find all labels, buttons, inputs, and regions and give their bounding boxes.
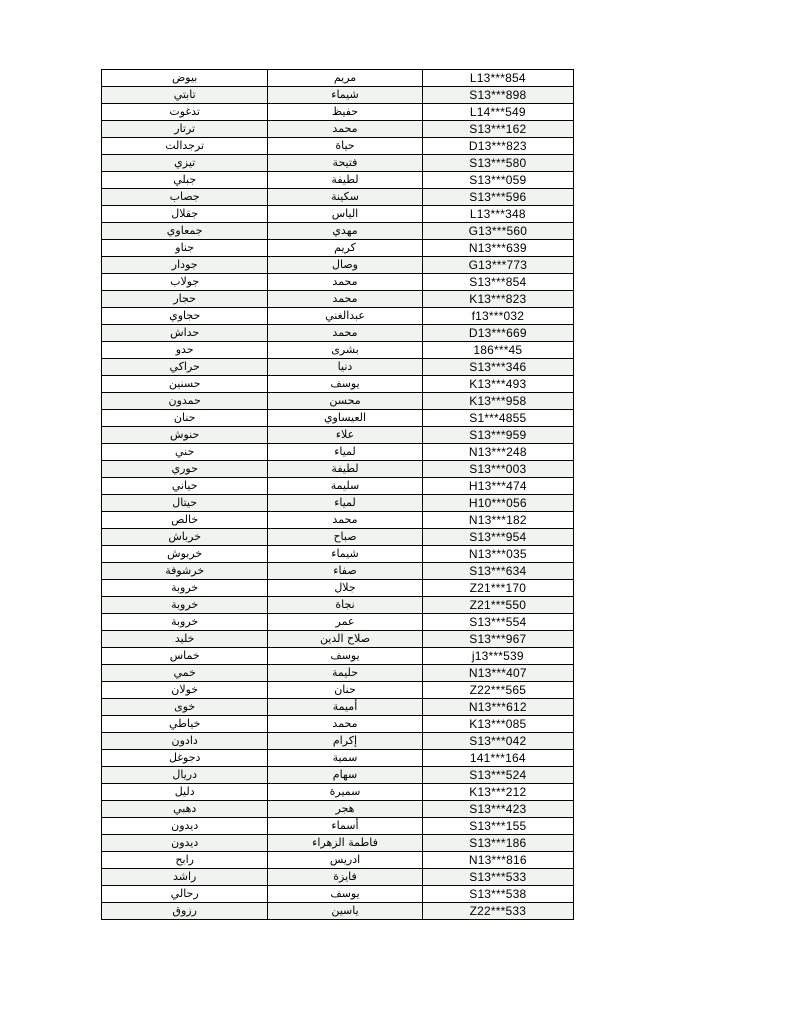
id-code-cell: S13***346 bbox=[422, 359, 573, 376]
id-code-cell: L14***549 bbox=[422, 104, 573, 121]
first-name-cell: مريم bbox=[268, 70, 422, 87]
last-name-cell: جبلي bbox=[102, 172, 268, 189]
id-code-cell: N13***407 bbox=[422, 665, 573, 682]
last-name-cell: ترتار bbox=[102, 121, 268, 138]
table-row bbox=[102, 223, 574, 240]
first-name-cell: أميمة bbox=[268, 699, 422, 716]
first-name-cell: إكرام bbox=[268, 733, 422, 750]
last-name-cell: رزوق bbox=[102, 903, 268, 920]
last-name-cell: خمي bbox=[102, 665, 268, 682]
table-row bbox=[102, 614, 574, 631]
id-code-cell: K13***212 bbox=[422, 784, 573, 801]
first-name-cell: حليمة bbox=[268, 665, 422, 682]
last-name-cell: حني bbox=[102, 444, 268, 461]
last-name-cell: خرشوفة bbox=[102, 563, 268, 580]
last-name-cell: حجاوي bbox=[102, 308, 268, 325]
id-code-cell: S13***059 bbox=[422, 172, 573, 189]
id-code-cell: N13***612 bbox=[422, 699, 573, 716]
first-name-cell: محمد bbox=[268, 121, 422, 138]
last-name-cell: حجار bbox=[102, 291, 268, 308]
first-name-cell: لطيفة bbox=[268, 172, 422, 189]
id-code-cell: S13***634 bbox=[422, 563, 573, 580]
first-name-cell: عبدالغني bbox=[268, 308, 422, 325]
last-name-cell: جقلال bbox=[102, 206, 268, 223]
table-row bbox=[102, 699, 574, 716]
id-code-cell: N13***816 bbox=[422, 852, 573, 869]
id-code-cell: S13***959 bbox=[422, 427, 573, 444]
id-code-cell: Z22***533 bbox=[422, 903, 573, 920]
last-name-cell: بيوض bbox=[102, 70, 268, 87]
last-name-cell: خروبة bbox=[102, 597, 268, 614]
table-row bbox=[102, 155, 574, 172]
table-row bbox=[102, 597, 574, 614]
last-name-cell: حيتال bbox=[102, 495, 268, 512]
table-row bbox=[102, 104, 574, 121]
table-row bbox=[102, 835, 574, 852]
last-name-cell: خالص bbox=[102, 512, 268, 529]
id-code-cell: S13***898 bbox=[422, 87, 573, 104]
first-name-cell: سمية bbox=[268, 750, 422, 767]
id-code-cell: H10***056 bbox=[422, 495, 573, 512]
last-name-cell: جناو bbox=[102, 240, 268, 257]
last-name-cell: حداش bbox=[102, 325, 268, 342]
id-code-cell: S13***854 bbox=[422, 274, 573, 291]
first-name-cell: سكينة bbox=[268, 189, 422, 206]
table-row bbox=[102, 512, 574, 529]
first-name-cell: سميرة bbox=[268, 784, 422, 801]
first-name-cell: ادريس bbox=[268, 852, 422, 869]
id-code-cell: G13***560 bbox=[422, 223, 573, 240]
table-row bbox=[102, 733, 574, 750]
last-name-cell: حياني bbox=[102, 478, 268, 495]
first-name-cell: نجاة bbox=[268, 597, 422, 614]
first-name-cell: سليمة bbox=[268, 478, 422, 495]
first-name-cell: سهام bbox=[268, 767, 422, 784]
last-name-cell: حمدون bbox=[102, 393, 268, 410]
table-row bbox=[102, 240, 574, 257]
first-name-cell: حفيظ bbox=[268, 104, 422, 121]
first-name-cell: صباح bbox=[268, 529, 422, 546]
id-code-cell: S13***967 bbox=[422, 631, 573, 648]
id-code-cell: Z22***565 bbox=[422, 682, 573, 699]
id-code-cell: Z21***550 bbox=[422, 597, 573, 614]
last-name-cell: حوري bbox=[102, 461, 268, 478]
id-code-cell: j13***539 bbox=[422, 648, 573, 665]
table-row bbox=[102, 461, 574, 478]
last-name-cell: تدغوت bbox=[102, 104, 268, 121]
id-code-cell: D13***669 bbox=[422, 325, 573, 342]
last-name-cell: رابح bbox=[102, 852, 268, 869]
table-row bbox=[102, 206, 574, 223]
first-name-cell: كريم bbox=[268, 240, 422, 257]
table-row bbox=[102, 342, 574, 359]
last-name-cell: خروبة bbox=[102, 580, 268, 597]
last-name-cell: خوى bbox=[102, 699, 268, 716]
last-name-cell: جمعاوي bbox=[102, 223, 268, 240]
last-name-cell: جولاب bbox=[102, 274, 268, 291]
last-name-cell: خماس bbox=[102, 648, 268, 665]
first-name-cell: عمر bbox=[268, 614, 422, 631]
first-name-cell: بشرى bbox=[268, 342, 422, 359]
table-row bbox=[102, 478, 574, 495]
first-name-cell: فتيحة bbox=[268, 155, 422, 172]
table-row bbox=[102, 852, 574, 869]
id-code-cell: f13***032 bbox=[422, 308, 573, 325]
first-name-cell: شيماء bbox=[268, 546, 422, 563]
last-name-cell: رحالي bbox=[102, 886, 268, 903]
table-row bbox=[102, 291, 574, 308]
table-row bbox=[102, 444, 574, 461]
id-code-cell: K13***823 bbox=[422, 291, 573, 308]
table-row bbox=[102, 818, 574, 835]
last-name-cell: جصاب bbox=[102, 189, 268, 206]
table-row bbox=[102, 631, 574, 648]
first-name-cell: لطيفة bbox=[268, 461, 422, 478]
table-row bbox=[102, 257, 574, 274]
last-name-cell: راشد bbox=[102, 869, 268, 886]
first-name-cell: حياة bbox=[268, 138, 422, 155]
first-name-cell: الياس bbox=[268, 206, 422, 223]
first-name-cell: شيماء bbox=[268, 87, 422, 104]
table-row bbox=[102, 172, 574, 189]
id-code-cell: L13***348 bbox=[422, 206, 573, 223]
last-name-cell: تابتي bbox=[102, 87, 268, 104]
last-name-cell: دجوغل bbox=[102, 750, 268, 767]
id-code-cell: D13***823 bbox=[422, 138, 573, 155]
table-row bbox=[102, 274, 574, 291]
id-code-cell: S13***538 bbox=[422, 886, 573, 903]
table-row bbox=[102, 903, 574, 920]
last-name-cell: حسنين bbox=[102, 376, 268, 393]
table-row bbox=[102, 308, 574, 325]
last-name-cell: جودار bbox=[102, 257, 268, 274]
id-code-cell: N13***035 bbox=[422, 546, 573, 563]
last-name-cell: دليل bbox=[102, 784, 268, 801]
id-code-cell: S13***580 bbox=[422, 155, 573, 172]
last-name-cell: خروبة bbox=[102, 614, 268, 631]
first-name-cell: صفاء bbox=[268, 563, 422, 580]
table-row bbox=[102, 529, 574, 546]
last-name-cell: دريال bbox=[102, 767, 268, 784]
id-code-cell: S13***596 bbox=[422, 189, 573, 206]
id-code-cell: N13***639 bbox=[422, 240, 573, 257]
last-name-cell: ترجدالت bbox=[102, 138, 268, 155]
last-name-cell: خربوش bbox=[102, 546, 268, 563]
table-row bbox=[102, 750, 574, 767]
first-name-cell: جلال bbox=[268, 580, 422, 597]
table-row bbox=[102, 563, 574, 580]
table-row bbox=[102, 767, 574, 784]
id-code-cell: S13***554 bbox=[422, 614, 573, 631]
first-name-cell: محمد bbox=[268, 512, 422, 529]
table-row bbox=[102, 784, 574, 801]
first-name-cell: حنان bbox=[268, 682, 422, 699]
last-name-cell: خولان bbox=[102, 682, 268, 699]
table-row bbox=[102, 70, 574, 87]
first-name-cell: وصال bbox=[268, 257, 422, 274]
first-name-cell: فاطمة الزهراء bbox=[268, 835, 422, 852]
id-code-cell: S13***155 bbox=[422, 818, 573, 835]
first-name-cell: يوسف bbox=[268, 886, 422, 903]
records-table-body bbox=[102, 70, 574, 920]
last-name-cell: حنوش bbox=[102, 427, 268, 444]
last-name-cell: دادون bbox=[102, 733, 268, 750]
last-name-cell: خليد bbox=[102, 631, 268, 648]
id-code-cell: H13***474 bbox=[422, 478, 573, 495]
id-code-cell: S13***042 bbox=[422, 733, 573, 750]
first-name-cell: مهدي bbox=[268, 223, 422, 240]
table-row bbox=[102, 801, 574, 818]
first-name-cell: فايزة bbox=[268, 869, 422, 886]
first-name-cell: أسماء bbox=[268, 818, 422, 835]
table-row bbox=[102, 580, 574, 597]
last-name-cell: خياطي bbox=[102, 716, 268, 733]
id-code-cell: S13***162 bbox=[422, 121, 573, 138]
first-name-cell: محمد bbox=[268, 716, 422, 733]
table-row bbox=[102, 359, 574, 376]
id-code-cell: K13***085 bbox=[422, 716, 573, 733]
last-name-cell: حنان bbox=[102, 410, 268, 427]
table-row bbox=[102, 665, 574, 682]
last-name-cell: ديدون bbox=[102, 835, 268, 852]
last-name-cell: دهبي bbox=[102, 801, 268, 818]
first-name-cell: محسن bbox=[268, 393, 422, 410]
id-code-cell: S13***003 bbox=[422, 461, 573, 478]
id-code-cell: Z21***170 bbox=[422, 580, 573, 597]
id-code-cell: S13***186 bbox=[422, 835, 573, 852]
table-row bbox=[102, 682, 574, 699]
id-code-cell: K13***958 bbox=[422, 393, 573, 410]
id-code-cell: S13***533 bbox=[422, 869, 573, 886]
table-row bbox=[102, 648, 574, 665]
id-code-cell: L13***854 bbox=[422, 70, 573, 87]
first-name-cell: محمد bbox=[268, 325, 422, 342]
table-row bbox=[102, 495, 574, 512]
table-row bbox=[102, 325, 574, 342]
first-name-cell: ياسين bbox=[268, 903, 422, 920]
table-row bbox=[102, 189, 574, 206]
table-row bbox=[102, 410, 574, 427]
id-code-cell: G13***773 bbox=[422, 257, 573, 274]
id-code-cell: S13***524 bbox=[422, 767, 573, 784]
first-name-cell: صلاح الدين bbox=[268, 631, 422, 648]
first-name-cell: محمد bbox=[268, 291, 422, 308]
id-code-cell: S13***423 bbox=[422, 801, 573, 818]
id-code-cell: 186***45 bbox=[422, 342, 573, 359]
id-code-cell: N13***182 bbox=[422, 512, 573, 529]
last-name-cell: حراكي bbox=[102, 359, 268, 376]
table-row bbox=[102, 546, 574, 563]
id-code-cell: K13***493 bbox=[422, 376, 573, 393]
id-code-cell: 141***164 bbox=[422, 750, 573, 767]
table-row bbox=[102, 886, 574, 903]
first-name-cell: يوسف bbox=[268, 648, 422, 665]
last-name-cell: حدو bbox=[102, 342, 268, 359]
first-name-cell: محمد bbox=[268, 274, 422, 291]
first-name-cell: يوسف bbox=[268, 376, 422, 393]
table-row bbox=[102, 376, 574, 393]
table-row bbox=[102, 87, 574, 104]
first-name-cell: العيساوي bbox=[268, 410, 422, 427]
first-name-cell: دنيا bbox=[268, 359, 422, 376]
first-name-cell: هجر bbox=[268, 801, 422, 818]
table-row bbox=[102, 427, 574, 444]
first-name-cell: علاء bbox=[268, 427, 422, 444]
id-code-cell: S1***4855 bbox=[422, 410, 573, 427]
records-table bbox=[101, 69, 574, 920]
last-name-cell: ديدون bbox=[102, 818, 268, 835]
last-name-cell: خرباش bbox=[102, 529, 268, 546]
table-row bbox=[102, 121, 574, 138]
table-row bbox=[102, 138, 574, 155]
table-row bbox=[102, 393, 574, 410]
last-name-cell: تيزي bbox=[102, 155, 268, 172]
table-row bbox=[102, 869, 574, 886]
id-code-cell: S13***954 bbox=[422, 529, 573, 546]
table-row bbox=[102, 716, 574, 733]
id-code-cell: N13***248 bbox=[422, 444, 573, 461]
first-name-cell: لمياء bbox=[268, 495, 422, 512]
first-name-cell: لمياء bbox=[268, 444, 422, 461]
